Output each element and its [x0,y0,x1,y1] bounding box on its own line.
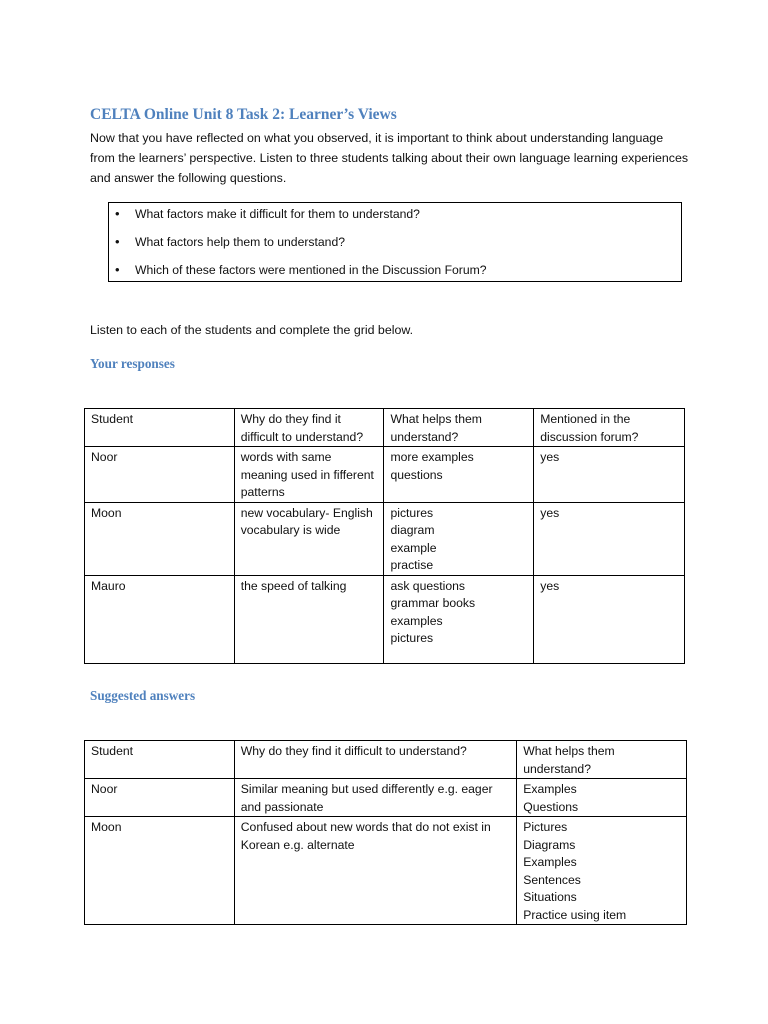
table-cell [234,779,516,817]
table-cell [384,575,534,663]
header-student: Student [91,412,134,426]
header-cell [85,409,235,447]
table-row [85,447,685,503]
mentioned-text: yes [540,578,560,593]
difficulty-text: new vocabulary- English vocabulary is wide [240,505,373,537]
difficulty-text: words with same meaning used in fifferent patterns [240,450,374,499]
header-difficulty: Why do they find it difficult to understand? [240,412,364,444]
table-header-row [85,409,685,447]
table-cell [85,817,235,925]
responses-heading: Your responses [90,356,175,371]
header-helps: What helps them understand? [523,744,615,776]
suggested-heading: Suggested answers [90,688,196,703]
header-cell [234,741,516,779]
table-cell [534,575,685,663]
table-cell [534,447,685,503]
helps-text: Examples Questions [523,782,579,814]
table-cell [85,575,235,663]
student-name: Mauro [91,578,126,593]
mentioned-text: yes [540,450,560,464]
header-cell [85,741,235,779]
student-name: Moon [91,505,122,520]
intro-paragraph: Now that you have reflected on what you observed, it is important to think about understanding language from the learners’ perspective. Listen to three students talking about their own language learning experiences and answer the following questions. [90,131,689,185]
table-cell [517,817,687,925]
table-cell [85,502,235,575]
question-item: • Which of these factors were mentioned in the Discussion Forum? [109,259,681,287]
helps-text: Pictures Diagrams Examples Sentences Situations Practice using item [523,820,627,922]
helps-text: more examples questions [390,450,474,482]
student-name: Noor [91,782,118,796]
grid-instruction: Listen to each of the students and complete the grid below. [90,323,414,337]
table-cell [234,447,384,503]
question-item: • What factors help them to understand? [109,231,681,259]
question-item: • What factors make it difficult for them to understand? [109,203,681,231]
table-cell [534,502,685,575]
table-cell [234,575,384,663]
table-cell [234,817,516,925]
difficulty-text: Confused about new words that do not exist in Korean e.g. alternate [240,820,491,852]
table-row [85,575,685,663]
difficulty-text: Similar meaning but used differently e.g. eager and passionate [240,782,493,814]
header-cell [384,409,534,447]
questions-box [108,202,682,282]
table-row [85,502,685,575]
table-header-row [85,741,687,779]
header-cell [534,409,685,447]
header-cell [234,409,384,447]
table-cell [85,779,235,817]
table-cell [384,502,534,575]
header-student: Student [91,744,134,758]
header-helps: What helps them understand? [390,412,482,444]
student-name: Noor [91,450,118,464]
table-row [85,779,687,817]
difficulty-text: the speed of talking [240,578,347,593]
suggested-table [84,740,687,925]
header-cell [517,741,687,779]
header-mentioned: Mentioned in the discussion forum? [540,412,639,444]
table-cell [517,779,687,817]
mentioned-text: yes [540,505,560,520]
table-cell [234,502,384,575]
helps-text: ask questions grammar books examples pictures [390,578,476,645]
page-title: CELTA Online Unit 8 Task 2: Learner’s Views [90,106,397,123]
table-cell [384,447,534,503]
header-difficulty: Why do they find it difficult to understand? [240,744,467,758]
table-cell [85,447,235,503]
student-name: Moon [91,820,122,834]
helps-text: pictures diagram example practise [390,505,437,572]
responses-table [84,408,685,664]
table-row [85,817,687,925]
